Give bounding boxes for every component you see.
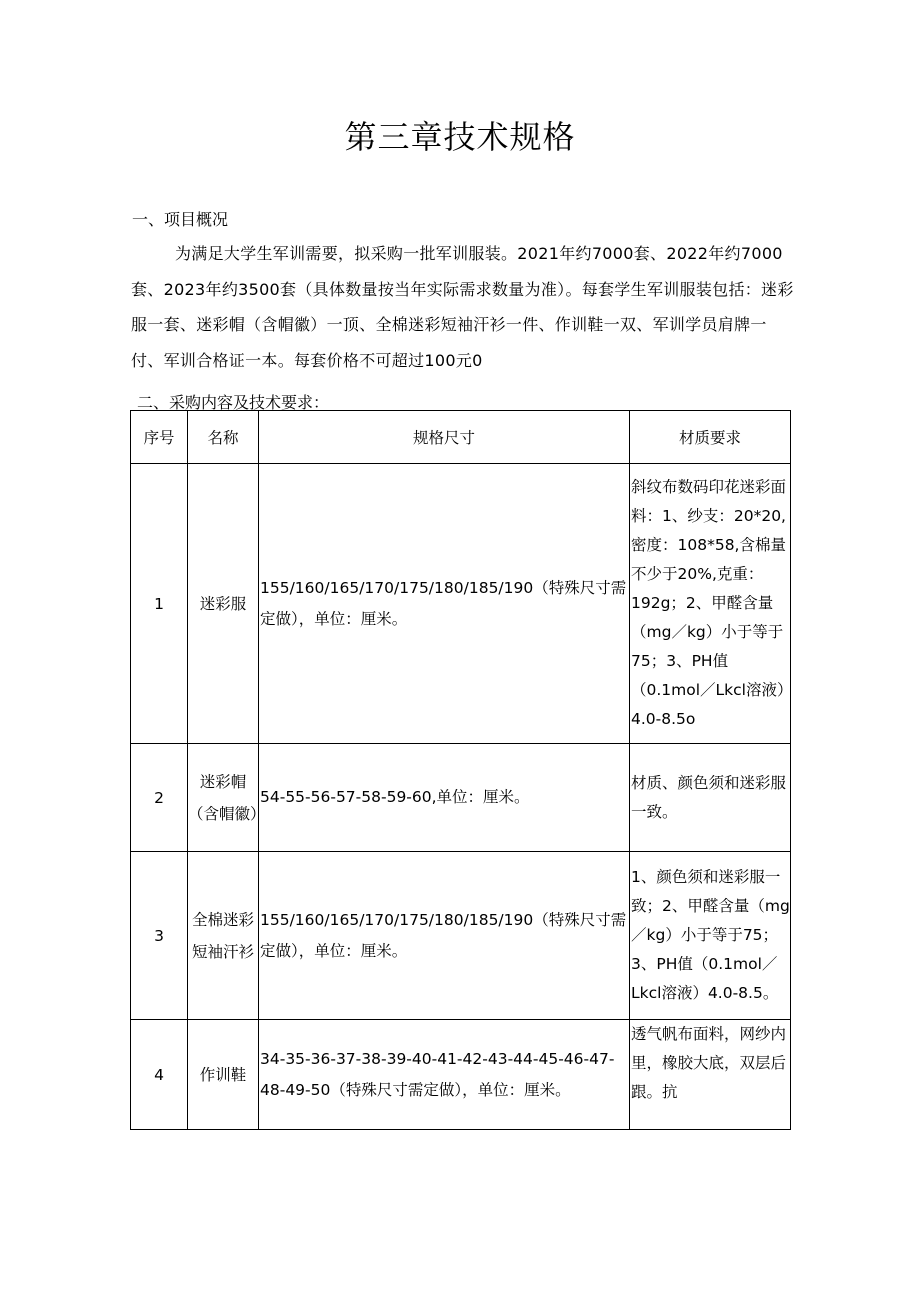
header-name: 名称 [188,411,259,464]
row-name: 全棉迷彩短袖汗衫 [188,852,259,1020]
row-name: 作训鞋 [188,1020,259,1130]
row-material: 1、颜色须和迷彩服一致；2、甲醛含量（mg／kg）小于等于75；3、PH值（0.1mol／Lkcl溶液）4.0-8.5。 [630,852,791,1020]
overview-text: 为满足大学生军训需要，拟采购一批军训服装。2021年约7000套、2022年约7000套、2023年约3500套（具体数量按当年实际需求数量为准）。每套学生军训服装包括：迷彩服一套、迷彩帽（含帽徽）一顶、全棉迷彩短袖汗衫一件、作训鞋一双、军训学员肩牌一付、军训合格证一本。每套价格不可超过100元0 [131,244,794,370]
row-no: 3 [131,852,188,1020]
row-no: 2 [131,744,188,852]
table-header-row [131,411,791,464]
row-spec: 34-35-36-37-38-39-40-41-42-43-44-45-46-47-48-49-50（特殊尺寸需定做），单位：厘米。 [259,1020,630,1130]
row-no: 4 [131,1020,188,1130]
row-name: 迷彩服 [188,464,259,744]
table-row [131,464,791,744]
row-no: 1 [131,464,188,744]
overview-paragraph [131,236,799,378]
row-name: 迷彩帽（含帽徽） [188,744,259,852]
section-2-heading: 二、采购内容及技术要求： [137,393,330,412]
table-row [131,744,791,852]
row-spec: 155/160/165/170/175/180/185/190（特殊尺寸需定做），单位：厘米。 [259,464,630,744]
page-title: 第三章技术规格 [344,118,576,156]
spec-table [130,410,791,1130]
header-no: 序号 [131,411,188,464]
header-material: 材质要求 [630,411,791,464]
row-material: 材质、颜色须和迷彩服一致。 [630,744,791,852]
row-material: 透气帆布面料，网纱内里，橡胶大底，双层后跟。抗 [630,1020,791,1130]
header-spec: 规格尺寸 [259,411,630,464]
table-row [131,1020,791,1130]
table-row [131,852,791,1020]
row-material: 斜纹布数码印花迷彩面料：1、纱支：20*20,密度：108*58,含棉量不少于20%,克重：192g；2、甲醛含量（mg／kg）小于等于75；3、PH值（0.1mol／Lkcl溶液）4.0-8.5o [630,464,791,744]
row-spec: 155/160/165/170/175/180/185/190（特殊尺寸需定做），单位：厘米。 [259,852,630,1020]
section-1-heading: 一、项目概况 [132,210,229,229]
row-spec: 54-55-56-57-58-59-60,单位：厘米。 [259,744,630,852]
